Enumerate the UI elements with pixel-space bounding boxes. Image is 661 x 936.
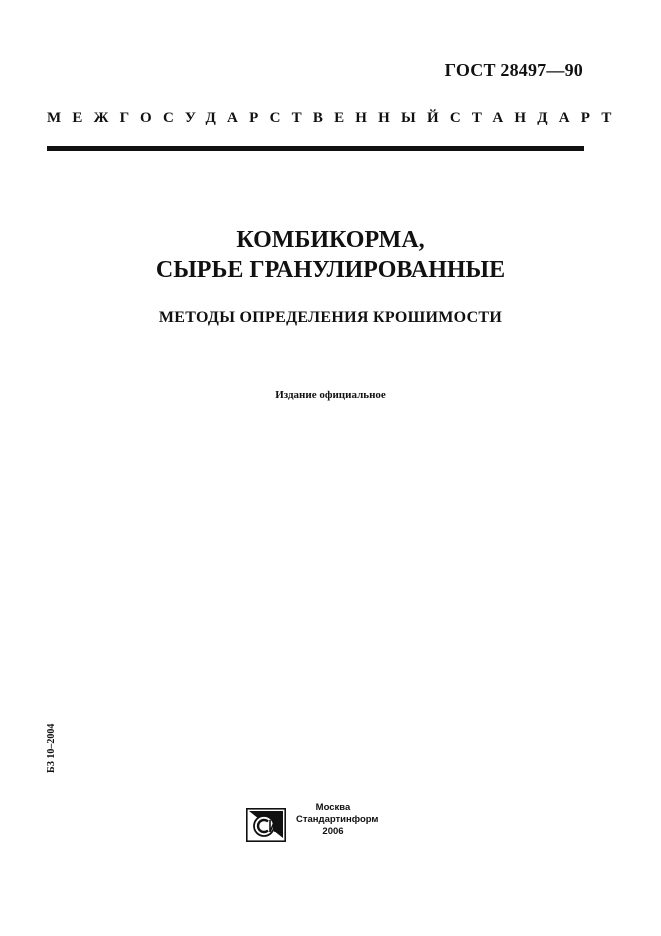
header-word-standard: СТАНДАРТ <box>449 110 623 126</box>
side-registration-note: БЗ 10–2004 <box>46 723 57 773</box>
interstate-standard-header <box>47 110 623 127</box>
document-code: ГОСТ 28497—90 <box>444 60 583 80</box>
title-line-1: КОМБИКОРМА, <box>236 227 425 253</box>
title-line-2: СЫРЬЕ ГРАНУЛИРОВАННЫЕ <box>155 257 506 283</box>
header-divider <box>47 146 584 151</box>
header-word-interstate: МЕЖГОСУДАРСТВЕННЫЙ <box>47 110 450 126</box>
document-subtitle: МЕТОДЫ ОПРЕДЕЛЕНИЯ КРОШИМОСТИ <box>158 309 503 326</box>
publisher-city: Москва <box>315 802 351 813</box>
publisher-info <box>296 802 379 838</box>
publisher-year: 2006 <box>322 826 344 837</box>
standartinform-logo-icon <box>246 808 286 842</box>
edition-note: Издание официальное <box>275 389 386 401</box>
publisher-name: Стандартинформ <box>296 814 379 825</box>
document-title <box>0 225 661 285</box>
